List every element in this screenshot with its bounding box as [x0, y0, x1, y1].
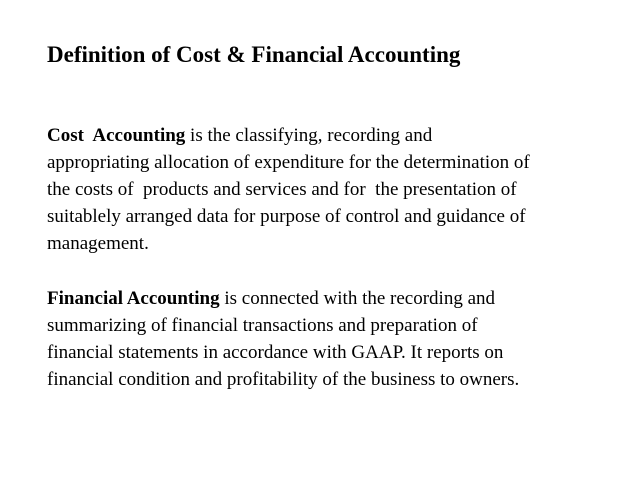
definition-line: is connected with the recording and [219, 288, 496, 309]
definition-line: management. [47, 233, 149, 254]
definition-line: appropriating allocation of expenditure for the determination of [47, 152, 530, 173]
cost-accounting-definition [47, 122, 607, 257]
definition-line: suitablely arranged data for purpose of control and guidance of [47, 206, 526, 227]
cost-accounting-term: Cost Accounting [47, 125, 186, 146]
financial-accounting-definition [47, 285, 607, 393]
definition-line: summarizing of financial transactions and preparation of [47, 315, 478, 336]
slide-title: Definition of Cost & Financial Accounting [47, 42, 461, 67]
definition-line: financial condition and profitability of the business to owners. [47, 369, 520, 390]
definition-line: financial statements in accordance with GAAP. It reports on [47, 342, 504, 363]
definition-line: the costs of products and services and for the presentation of [47, 179, 517, 200]
definition-line: is the classifying, recording and [185, 125, 433, 146]
financial-accounting-term: Financial Accounting [47, 288, 220, 309]
